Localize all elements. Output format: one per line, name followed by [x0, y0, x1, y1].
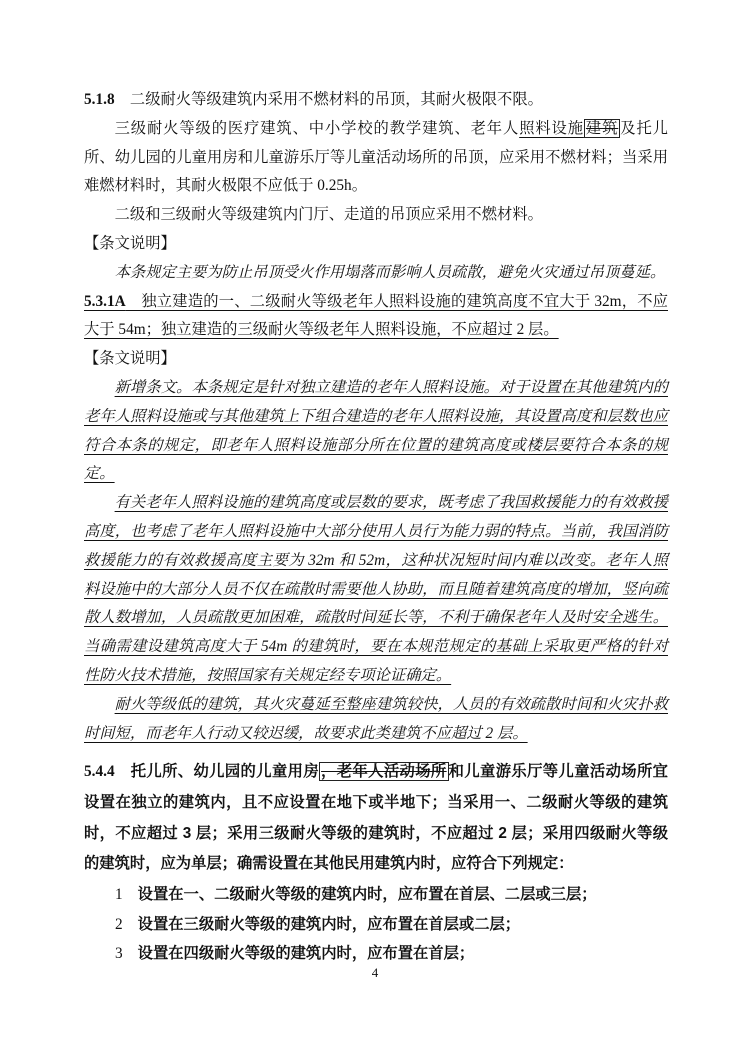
clause-5-1-8-paragraph [84, 86, 668, 115]
commentary-text: 新增条文。本条规定是针对独立建造的老年人照料设施。对于设置在其他建筑内的老年人照料设施或与其他建筑上下组合建造的老年人照料设施，其设置高度和层数也应符合本条的规定，即老年人照料设施部分所在位置的建筑高度或楼层要符合本条的规定。 [84, 378, 668, 483]
clause-5-3-1a-paragraph [84, 288, 668, 346]
clause-number: 5.1.8 [84, 91, 115, 108]
list-item-text: 设置在一、二级耐火等级的建筑内时，应布置在首层、二层或三层； [137, 885, 597, 903]
commentary-text: 耐火等级低的建筑，其火灾蔓延至整座建筑较快，人员的有效疏散时间和火灾扑救时间短，而老年人行动又较迟缓，故要求此类建筑不应超过 2 层。 [84, 695, 668, 742]
clause-text: 托儿所、幼儿园的儿童用房 [114, 763, 320, 781]
list-item-1 [84, 881, 668, 910]
clause-5-1-8-paragraph-3 [84, 201, 668, 230]
commentary-paragraph-5-3-1a-3 [84, 691, 668, 749]
clause-5-1-8-paragraph-2 [84, 115, 668, 201]
paragraph-text: 二级和三级耐火等级建筑内门厅、走道的吊顶应采用不燃材料。 [114, 206, 543, 224]
list-item-number: 2 [115, 915, 123, 933]
list-item-number: 3 [115, 945, 123, 963]
clause-number: 5.3.1A [84, 292, 126, 310]
commentary-paragraph-5-3-1a-1 [84, 374, 668, 489]
label-text: 【条文说明】 [84, 350, 176, 368]
paragraph-text: 三级耐火等级的医疗建筑、中小学校的教学建筑、老年人 [114, 119, 520, 137]
list-item-text: 设置在四级耐火等级的建筑内时，应布置在首层； [137, 945, 475, 963]
clause-number: 5.4.4 [84, 763, 115, 781]
commentary-text: 本条规定主要为防止吊顶受火作用塌落而影响人员疏散，避免火灾通过吊顶蔓延。 [114, 263, 666, 281]
clause-text: 独立建造的一、二级耐火等级老年人照料设施的建筑高度不宜大于 32m，不应大于 54m；独立建造的三级耐火等级老年人照料设施，不应超过 2 层。 [84, 292, 668, 339]
list-item-text: 设置在三级耐火等级的建筑内时，应布置在首层或二层； [137, 915, 521, 933]
commentary-label [84, 345, 668, 374]
label-text: 【条文说明】 [84, 234, 176, 252]
commentary-paragraph-5-3-1a-2 [84, 489, 668, 691]
inserted-text: 照料设施 [519, 119, 584, 137]
commentary-label [84, 230, 668, 259]
clause-text: 和儿童游乐厅等儿童活动场所宜设置在独立的建筑内，且不应设置在地下或半地下；当采用一、二级耐火等级的建筑时，不应超过 3 层；采用三级耐火等级的建筑时，不应超过 2 层；采用四级耐火等级的建筑时，应为单层；确需设置在其他民用建筑内时，应符合下列规定： [84, 763, 668, 873]
clause-text: 二级耐火等级建筑内采用不燃材料的吊顶，其耐火极限不限。 [114, 91, 543, 108]
deleted-text: ，老年人活动场所 [321, 763, 447, 781]
deleted-text: 建筑 [585, 119, 619, 137]
commentary-text: 有关老年人照料设施的建筑高度或层数的要求，既考虑了我国救援能力的有效救援高度，也考虑了老年人照料设施中大部分使用人员行为能力弱的特点。当前，我国消防救援能力的有效救援高度主要为 32m 和 52m，这种状况短时间内难以改变。老年人照料设施中的大部分人员不仅在疏散时需要他人协助，而且随着建筑高度的增加，竖向疏散人数增加，人员疏散更加困难，疏散时间延长等，不利于确保老年人及时安全逃生。当确需建设建筑高度大于 54m 的建筑时，要在本规范规定的基础上采取更严格的针对性防火技术措施，按照国家有关规定经专项论证确定。 [84, 494, 668, 684]
page-number: 4 [371, 965, 379, 980]
list-item-2 [84, 911, 668, 940]
clause-5-4-4-paragraph [84, 757, 668, 879]
paragraph-text: 及托儿所、幼儿园的儿童用房和儿童游乐厅等儿童活动场所的吊顶，应采用不燃材料；当采用难燃材料时，其耐火极限不应低于 0.25h。 [84, 119, 668, 195]
list-item-number: 1 [115, 885, 123, 903]
document-body [84, 86, 668, 969]
commentary-paragraph-5-1-8 [84, 259, 668, 288]
